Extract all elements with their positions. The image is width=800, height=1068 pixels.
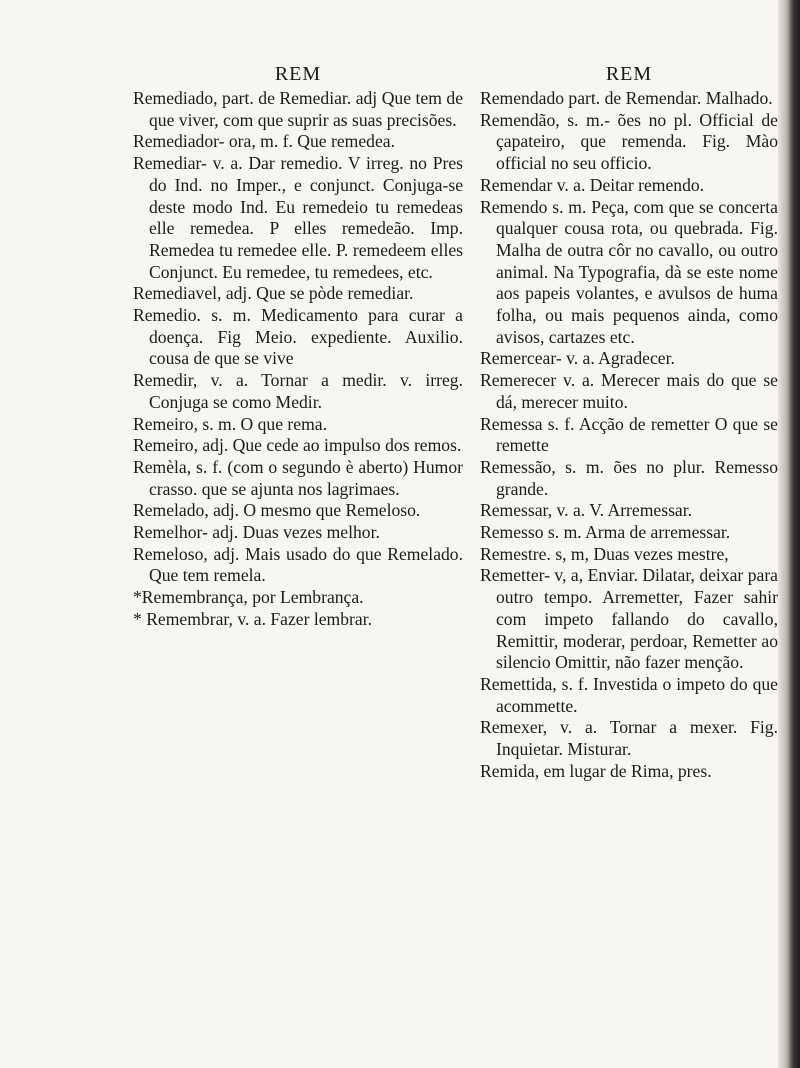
- entry-remerecer: Remerecer v. a. Merecer mais do que se dá, merecer muito.: [480, 370, 778, 412]
- entry-remendar: Remendar v. a. Deitar remendo.: [480, 174, 705, 195]
- entry-remercear: Remercear- v. a. Agradecer.: [480, 348, 675, 369]
- entry-remedir: Remedir, v. a. Tornar a medir. v. irreg. Conjuga se como Medir.: [133, 370, 463, 412]
- running-head-left: REM: [274, 63, 322, 85]
- entry-remediado: Remediado, part. de Remediar. adj Que tem de que viver, com que suprir as suas precisões.: [133, 88, 463, 130]
- entry-remestre: Remestre. s, m, Duas vezes mestre,: [480, 543, 729, 564]
- entry-remendado: Remendado part. de Remendar. Malhado.: [480, 88, 773, 108]
- entry-remida: Remida, em lugar de Rima, pres.: [480, 760, 712, 781]
- entry-remediar: Remediar- v. a. Dar remedio. V irreg. no Pres do Ind. no Imper., e conjunct. Conjuga-se deste modo Ind. Eu remedeio tu remedeas elle remedea. P elles remedeão. Imp. Remedea tu remedee elle. P. remedeem elles Conjunct. Eu remedee, tu remedees, etc.: [133, 153, 463, 282]
- left-column: [133, 62, 463, 631]
- entry-remediavel: Remediavel, adj. Que se pòde remediar.: [133, 283, 414, 304]
- entry-remelado: Remelado, adj. O mesmo que Remeloso.: [133, 500, 421, 521]
- entry-remessar: Remessar, v. a. V. Arremessar.: [480, 500, 693, 521]
- entry-remettida: Remettida, s. f. Investida o impeto do que acommette.: [480, 673, 778, 716]
- running-head-right: REM: [605, 63, 653, 85]
- entry-remeiro-noun: Remeiro, s. m. O que rema.: [133, 413, 327, 434]
- entry-remendo: Remendo s. m. Peça, com que se concerta qualquer cousa rota, ou quebrada. Fig. Malha de outra côr no cavallo, ou outro animal. Na Typografia, dà se este nome aos papeis volantes, e avulsos de huma folha, ou mais pequenos ainda, como avisos, cartazes etc.: [480, 196, 778, 347]
- book-spine-shadow: [778, 0, 800, 1068]
- entry-remediador: Remediador- ora, m. f. Que remedea.: [133, 131, 395, 152]
- right-column: [480, 62, 778, 783]
- entry-remendao: Remendão, s. m.- ões no pl. Official de çapateiro, que remenda. Fig. Mào official no seu officio.: [480, 109, 778, 174]
- entry-remeiro-adj: Remeiro, adj. Que cede ao impulso dos remos.: [133, 435, 462, 456]
- entry-remeloso: Remeloso, adj. Mais usado do que Remelado. Que tem remela.: [133, 543, 463, 586]
- entry-remedio: Remedio. s. m. Medicamento para curar a doença. Fig Meio. expediente. Auxilio. cousa de que se vive: [133, 305, 463, 369]
- entry-remela: Remèla, s. f. (com o segundo è aberto) Humor crasso. que se ajunta nos lagrimaes.: [133, 456, 463, 499]
- entry-remessa: Remessa s. f. Acção de remetter O que se remette: [480, 413, 778, 456]
- entry-remexer: Remexer, v. a. Tornar a mexer. Fig. Inquietar. Misturar.: [480, 717, 778, 760]
- entry-remembranca: *Remembrança, por Lembrança.: [133, 587, 364, 608]
- entry-remessao: Remessão, s. m. ões no plur. Remesso grande.: [480, 456, 778, 499]
- entry-remetter: Remetter- v, a, Enviar. Dilatar, deixar para outro tempo. Arremetter, Fazer sahir com impeto fallando do cavallo, Remittir, moderar, perdoar, Remetter ao silencio Omittir, não fazer menção.: [480, 565, 778, 673]
- entry-remelhor: Remelhor- adj. Duas vezes melhor.: [133, 522, 380, 543]
- entry-remesso: Remesso s. m. Arma de arremessar.: [480, 522, 731, 543]
- entry-remembrar: * Remembrar, v. a. Fazer lembrar.: [133, 608, 372, 629]
